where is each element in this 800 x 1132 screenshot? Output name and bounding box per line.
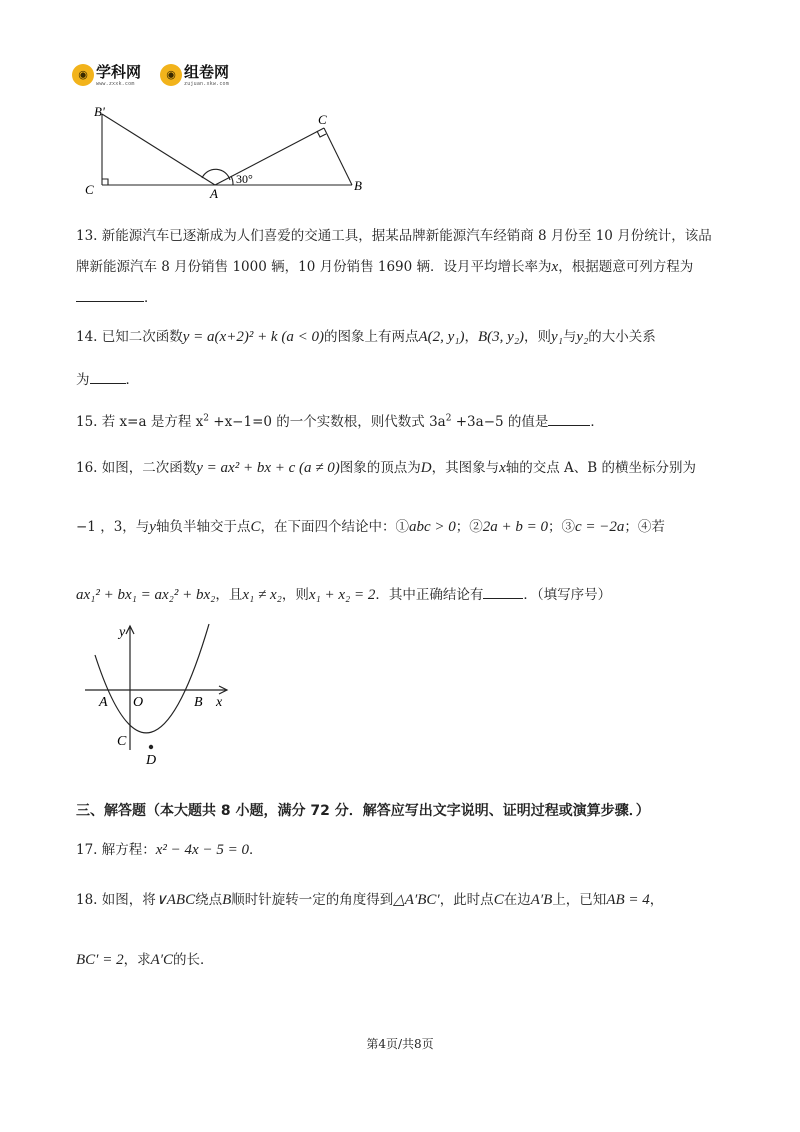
q13-variable: x: [551, 259, 559, 275]
q15-text: 15. 若 x=a 是方程 x: [76, 414, 204, 430]
label-x: x: [216, 695, 223, 710]
q15-text: +x−1=0 的一个实数根，则代数式 3a: [208, 414, 446, 430]
q15-line: [76, 410, 604, 430]
q16-text: ，其图象与: [431, 460, 500, 476]
q14-end: ．: [125, 372, 139, 388]
q18-text: ，此时点: [439, 892, 494, 908]
q18-line2: [76, 948, 214, 969]
label-b: B: [354, 178, 362, 193]
label-b-prime: B': [94, 104, 105, 119]
q18-text: 在边: [503, 892, 531, 908]
q14-line2: [76, 368, 139, 388]
q16-text: ．（填写序号）: [523, 587, 612, 603]
q13-answer-blank: [76, 289, 144, 302]
q16-x-var: x: [499, 460, 506, 476]
q16-text: ．其中正确结论有: [375, 587, 484, 603]
q18-target: A′C: [150, 952, 174, 968]
q14-text: 与: [562, 329, 577, 345]
q18-text: ，: [649, 892, 664, 908]
q14-y2: y₂: [576, 329, 589, 345]
q15-answer-blank: [548, 413, 590, 426]
q13-end: ．: [144, 290, 158, 306]
q14-text: 的图象上有两点: [323, 329, 419, 345]
vertex-d-point: [149, 745, 153, 749]
q15-exponent: 2: [445, 413, 452, 424]
q16-text: 图象的顶点为: [339, 460, 421, 476]
q13-text: ，根据题意可列方程为: [558, 259, 694, 275]
logo-subtext: www.zxxk.com: [96, 81, 135, 87]
q18-side: A′B: [530, 892, 553, 908]
label-b: B: [194, 695, 203, 710]
label-a: A: [99, 695, 108, 710]
q14-text: 为: [76, 372, 90, 388]
logo-zujuanwang: [160, 62, 229, 87]
q16-line1: [76, 456, 696, 477]
q18-given-ab: AB = 4: [606, 892, 650, 908]
q16-line2: [76, 515, 665, 536]
q16-vertex-d: D: [420, 460, 432, 476]
q14-point-a: A(2, y₁): [418, 329, 465, 345]
label-y: y: [119, 625, 126, 640]
q16-conclusion-3: c = −2a: [575, 519, 625, 535]
q18-line1: [76, 888, 663, 909]
q16-line3: [76, 583, 611, 604]
logo-xuekewang: [72, 62, 141, 87]
q13-line3: [76, 286, 158, 306]
section-heading: 三、解答题（本大题共 8 小题，满分 72 分．解答应写出文字说明、证明过程或演算步骤．）: [76, 803, 650, 819]
logo-text: 组卷网: [184, 63, 230, 81]
q13-line2: [76, 255, 693, 276]
q14-line1: [76, 325, 656, 346]
parabola-curve: [95, 624, 209, 733]
q16-text: −1 ，3，与: [76, 519, 150, 535]
q18-point-c: C: [493, 892, 504, 908]
q14-y1: y₁: [551, 329, 563, 345]
q16-text: ；②: [455, 519, 483, 535]
q14-text: 14. 已知二次函数: [76, 329, 183, 345]
q18-text: 绕点: [195, 892, 223, 908]
q18-triangle-abc: ∨ABC: [155, 892, 196, 908]
q17-text: 17. 解方程：: [76, 842, 156, 858]
q16-point-c: C: [250, 519, 261, 535]
label-c-top: C: [318, 112, 327, 127]
q13-text: 牌新能源汽车 8 月份销售 1000 辆，10 月份销售 1690 辆．设月平均增长率为: [76, 259, 552, 275]
q16-condition: x₁ ≠ x₂: [242, 587, 282, 603]
q16-text: ，在下面四个结论中：①: [260, 519, 409, 535]
parabola-figure: [85, 620, 245, 770]
q16-result: x₁ + x₂ = 2: [308, 587, 376, 603]
q16-y-var: y: [149, 519, 156, 535]
page-number: 第4页/共8页: [366, 1037, 434, 1051]
owl-logo-icon: ◉: [160, 64, 182, 86]
q16-text: ；③: [548, 519, 575, 535]
q16-function: y = ax² + bx + c (a ≠ 0): [196, 460, 340, 476]
triangle-rotation-figure: [80, 100, 380, 200]
q16-answer-blank: [483, 586, 523, 599]
label-o: O: [133, 695, 144, 710]
q14-text: 的大小关系: [588, 329, 656, 345]
label-angle-30: 30°: [236, 172, 253, 186]
label-d: D: [146, 753, 157, 768]
q17-line: [76, 838, 262, 859]
q18-text: 上，已知: [552, 892, 607, 908]
owl-logo-icon: ◉: [72, 64, 94, 86]
q16-conclusion-2: 2a + b = 0: [482, 519, 548, 535]
q16-text: ；④若: [624, 519, 665, 535]
q18-text: 顺时针旋转一定的角度得到: [231, 892, 394, 908]
q15-end: ．: [590, 414, 604, 430]
q16-text: ，则: [281, 587, 309, 603]
q15-exponent: 2: [203, 413, 209, 424]
q14-text: ，: [464, 329, 478, 345]
q18-text: ，求: [123, 952, 151, 968]
q18-given-bc: BC′ = 2: [76, 952, 124, 968]
label-c-left: C: [85, 182, 94, 197]
q17-equation: x² − 4x − 5 = 0: [155, 842, 249, 858]
label-c: C: [117, 734, 127, 749]
q18-text: 的长．: [173, 952, 214, 968]
label-a: A: [210, 186, 218, 200]
q18-triangle-rotated: △A′BC′: [393, 892, 440, 908]
q16-text: 轴的交点 A、B 的横坐标分别为: [505, 460, 697, 476]
logo-text: 学科网: [96, 63, 142, 81]
q16-text: 16. 如图，二次函数: [76, 460, 197, 476]
q14-point-b: B(3, y₂): [478, 329, 525, 345]
q15-text: +3a−5 的值是: [451, 414, 549, 430]
q17-end: ．: [248, 842, 263, 858]
q14-answer-blank: [90, 371, 126, 384]
q13-line1: 13. 新能源汽车已逐渐成为人们喜爱的交通工具，据某品牌新能源汽车经销商 8 月份至 10 月份统计，该品: [76, 228, 712, 244]
logo-subtext: zujuan.xkw.com: [184, 81, 229, 87]
q14-text: ，则: [524, 329, 552, 345]
q16-conclusion-4: ax₁² + bx₁ = ax₂² + bx₂: [76, 587, 216, 603]
q18-point-b: B: [222, 892, 232, 908]
q18-text: 18. 如图，将: [76, 892, 156, 908]
q14-function: y = a(x+2)² + k (a < 0): [182, 329, 324, 345]
q16-text: ，且: [215, 587, 243, 603]
q16-text: 轴负半轴交于点: [155, 519, 251, 535]
q16-conclusion-1: abc > 0: [408, 519, 456, 535]
